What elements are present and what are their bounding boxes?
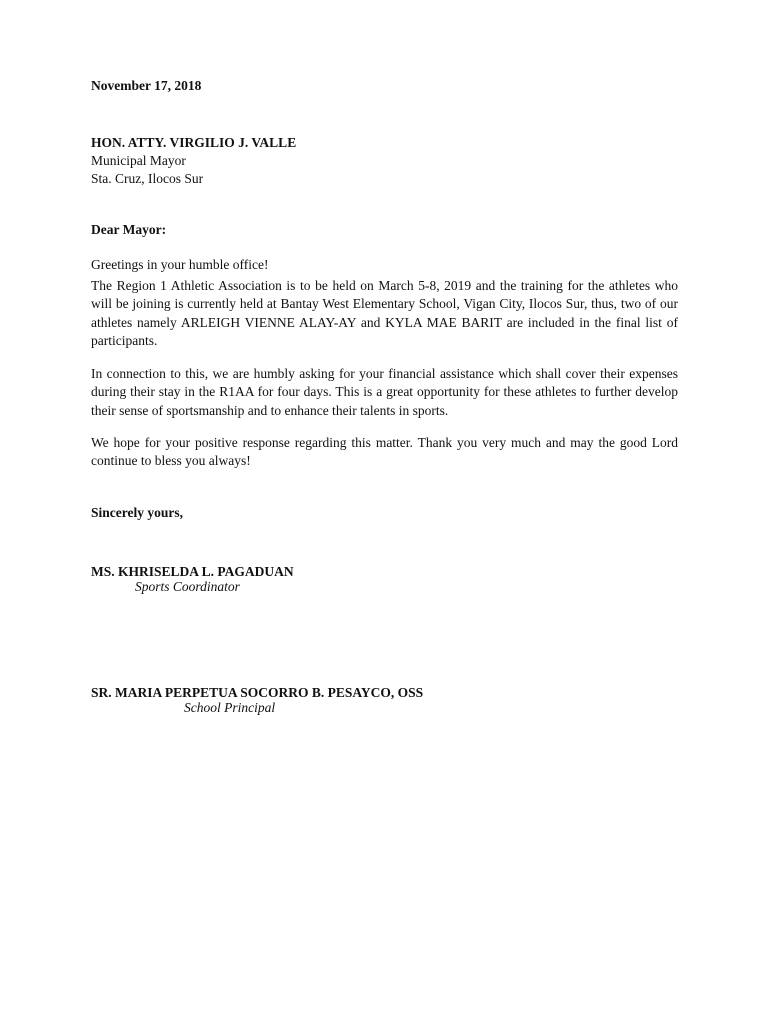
recipient-address: Sta. Cruz, Ilocos Sur xyxy=(91,171,204,186)
recipient-name: HON. ATTY. VIRGILIO J. VALLE xyxy=(91,135,297,150)
greeting: Greetings in your humble office! xyxy=(91,257,269,272)
signatory-name: MS. KHRISELDA L. PAGADUAN xyxy=(91,564,294,579)
body-paragraph-3: We hope for your positive response regarding this matter. Thank you very much and may the good Lord continue to bless you always! xyxy=(91,435,678,469)
closing: Sincerely yours, xyxy=(91,505,183,520)
body-paragraph-2: In connection to this, we are humbly asking for your financial assistance which shall cover their expenses during their stay in the R1AA for four days. This is a great opportunity for these athletes to further develop their sense of sportsmanship and to enhance their talents in sports. xyxy=(91,366,678,418)
signatory-title: School Principal xyxy=(184,700,276,715)
recipient-title: Municipal Mayor xyxy=(91,153,186,168)
letter-date: November 17, 2018 xyxy=(91,78,202,93)
body-paragraph-1: The Region 1 Athletic Association is to be held on March 5-8, 2019 and the training for the athletes who will be joining is currently held at Bantay West Elementary School, Vigan City, Ilocos Sur, thus, two of our athletes namely ARLEIGH VIENNE ALAY-AY and KYLA MAE BARIT are included in the final list of participants. xyxy=(91,278,678,349)
signatory-name: SR. MARIA PERPETUA SOCORRO B. PESAYCO, OSS xyxy=(91,685,424,700)
signatory-title: Sports Coordinator xyxy=(135,579,240,594)
salutation: Dear Mayor: xyxy=(91,222,167,237)
